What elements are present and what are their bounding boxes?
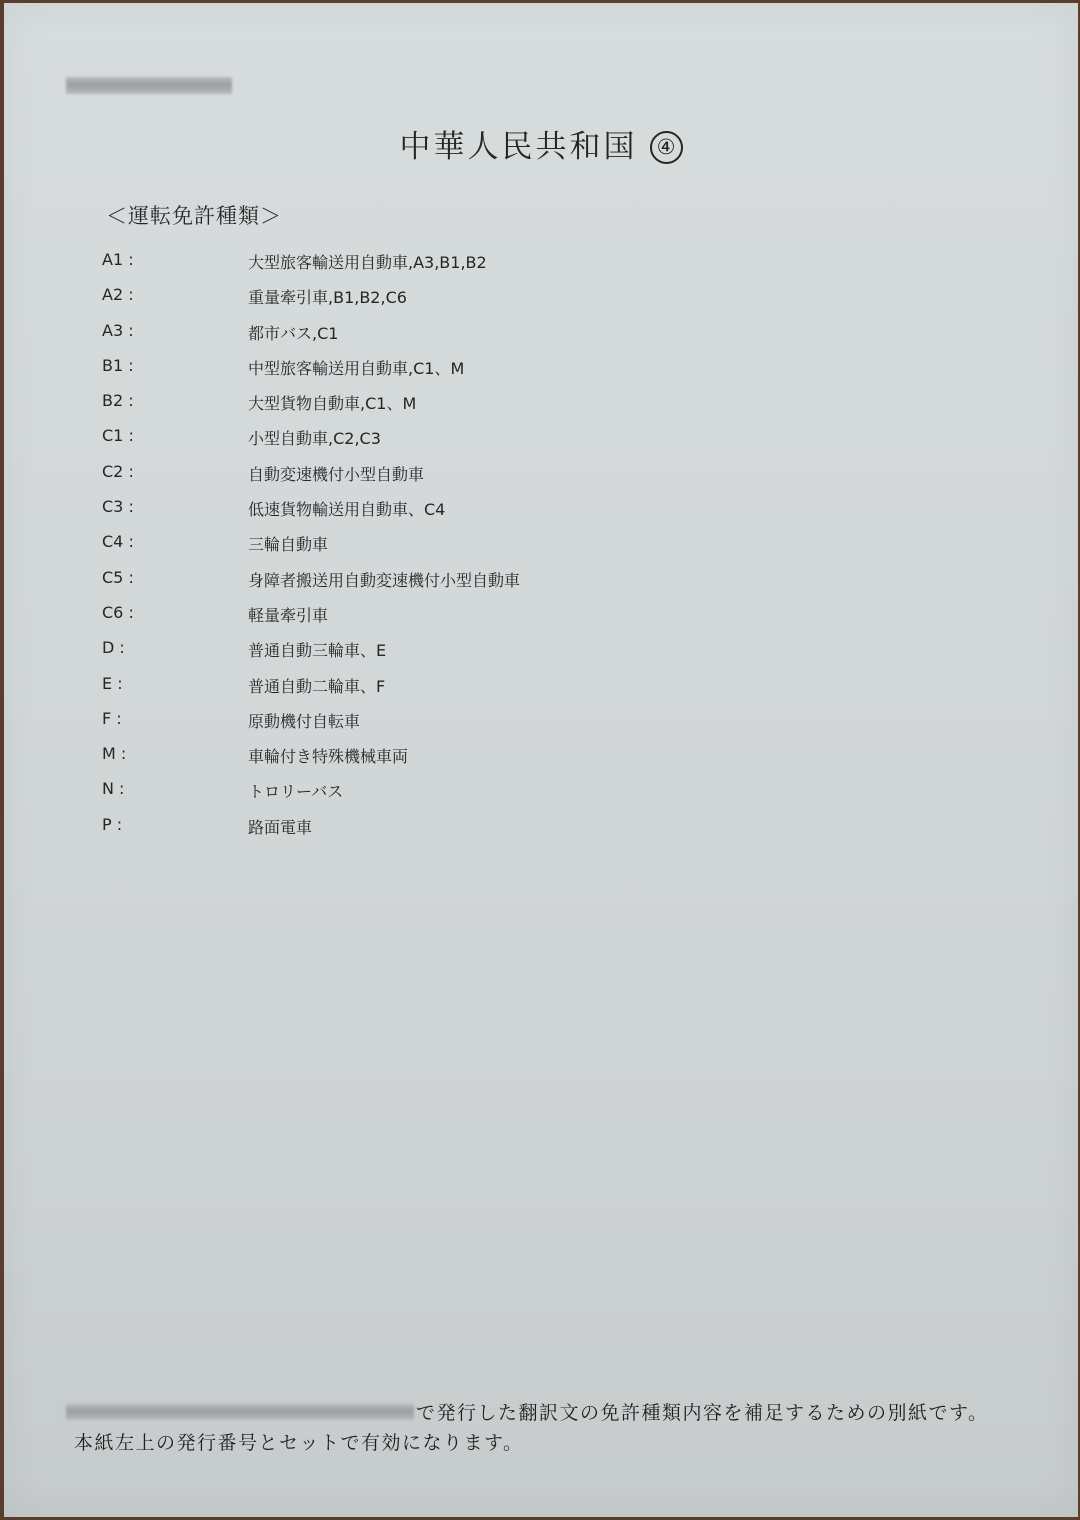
list-item (102, 709, 802, 744)
category-code: F : (102, 708, 122, 728)
section-heading: ＜運転免許種類＞ (106, 204, 282, 228)
category-description: 身障者搬送用自動変速機付小型自動車 (248, 570, 521, 590)
list-item (102, 462, 802, 497)
category-code: C5 : (102, 567, 134, 587)
category-description: 低速貨物輸送用自動車、C4 (248, 500, 446, 520)
list-item (102, 674, 802, 709)
category-code: D : (102, 638, 125, 658)
document-page (4, 3, 1078, 1517)
category-description: 三輪自動車 (248, 535, 329, 555)
category-description: 原動機付自転車 (248, 711, 361, 731)
footer-note (74, 1398, 989, 1455)
title-text: 中華人民共和国 (399, 129, 638, 165)
category-code: A2 : (102, 285, 134, 305)
list-item (102, 815, 802, 850)
category-code: E : (102, 673, 123, 693)
list-item (102, 426, 802, 461)
category-code: C1 : (102, 426, 134, 446)
footer-line-1-text: で発行した翻訳文の免許種類内容を補足するための別紙です。 (416, 1402, 989, 1424)
category-description: 車輪付き特殊機械車両 (248, 747, 409, 767)
category-description: 中型旅客輸送用自動車,C1、M (248, 358, 465, 378)
list-item (102, 744, 802, 779)
category-description: 小型自動車,C2,C3 (248, 429, 381, 449)
list-item (102, 391, 802, 426)
category-description: トロリーバス (248, 782, 344, 802)
category-code: C3 : (102, 497, 134, 517)
list-item (102, 603, 802, 638)
category-description: 重量牽引車,B1,B2,C6 (248, 288, 407, 308)
category-code: P : (102, 814, 123, 834)
category-code: B2 : (102, 391, 134, 411)
license-category-list (102, 250, 802, 850)
category-description: 軽量牽引車 (248, 605, 329, 625)
page-number-marker: ④ (650, 131, 683, 164)
list-item (102, 285, 802, 320)
category-code: A3 : (102, 320, 134, 340)
category-code: N : (102, 779, 125, 799)
category-description: 普通自動二輪車、F (248, 676, 386, 696)
list-item (102, 356, 802, 391)
category-code: M : (102, 744, 127, 764)
category-description: 普通自動三輪車、E (248, 641, 387, 661)
category-description: 大型旅客輸送用自動車,A3,B1,B2 (248, 253, 487, 272)
category-description: 大型貨物自動車,C1、M (248, 394, 417, 414)
category-code: A1 : (102, 250, 134, 269)
category-code: C2 : (102, 461, 134, 481)
category-description: 都市バス,C1 (248, 323, 339, 343)
category-code: C4 : (102, 532, 134, 552)
list-item (102, 779, 802, 814)
page-title (4, 121, 1078, 166)
list-item (102, 568, 802, 603)
footer-line-1 (74, 1398, 989, 1428)
list-item (102, 250, 802, 285)
category-code: C6 : (102, 602, 134, 622)
list-item (102, 321, 802, 356)
redacted-issuer (66, 1404, 414, 1420)
list-item (102, 532, 802, 567)
list-item (102, 497, 802, 532)
category-description: 自動変速機付小型自動車 (248, 464, 425, 484)
footer-line-2: 本紙左上の発行番号とセットで有効になります。 (74, 1432, 524, 1454)
category-description: 路面電車 (248, 817, 313, 837)
redacted-issue-number (66, 77, 232, 94)
list-item (102, 638, 802, 673)
category-code: B1 : (102, 355, 134, 375)
